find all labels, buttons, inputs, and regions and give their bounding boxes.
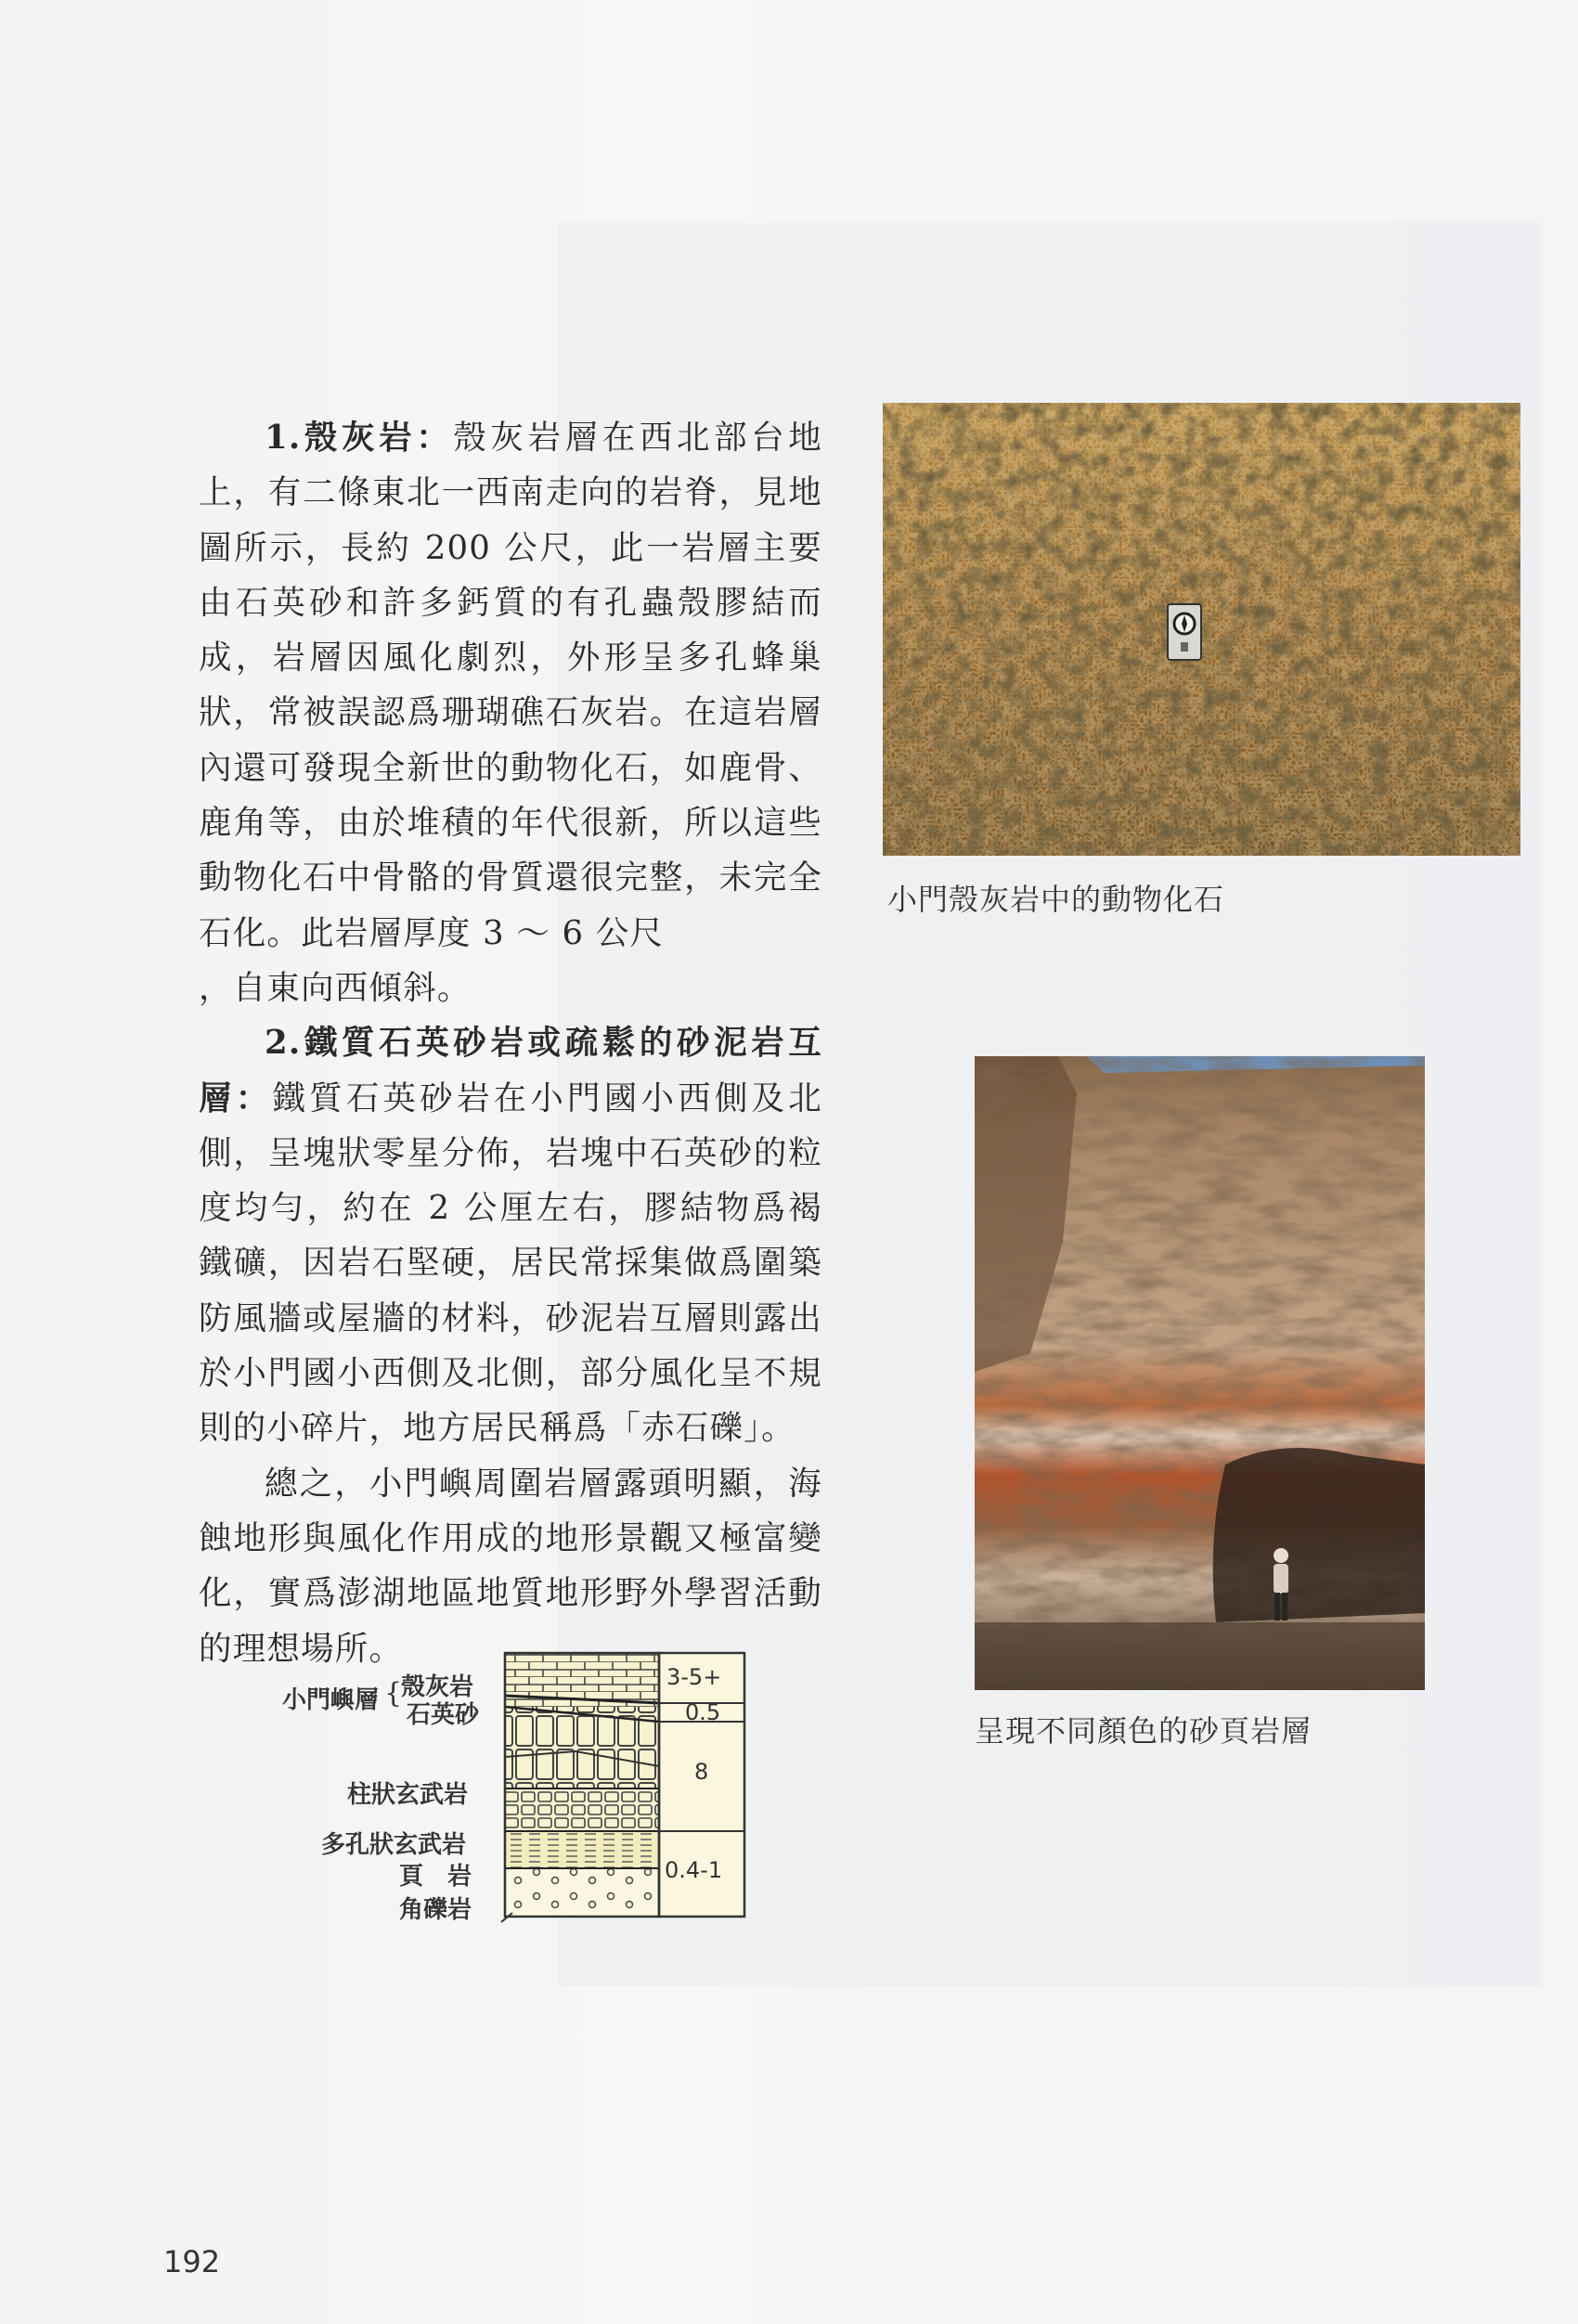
formation-brace: { bbox=[384, 1677, 403, 1710]
thickness-columnar-basalt: 8 bbox=[694, 1759, 709, 1785]
compass-icon bbox=[1168, 604, 1201, 660]
caption-photo-sandstone-cliff: 呈現不同顏色的砂頁岩層 bbox=[975, 1713, 1313, 1749]
label-shale: 頁 岩 bbox=[399, 1863, 472, 1891]
rock-texture-image bbox=[883, 403, 1520, 856]
label-columnar-basalt: 柱狀玄武岩 bbox=[347, 1781, 469, 1809]
text-shell-limestone: 殼灰岩層在西北部台地上，有二條東北一西南走向的岩脊，見地圖所示，長約 200 公尺，此一岩層主要由石英砂和許多鈣質的有孔蟲殼膠結而成，岩層因風化劇烈，外形呈多孔蜂巢狀，常被誤認爲珊瑚礁石灰岩。在這岩層內還可發現全新世的動物化石，如鹿骨、鹿角等，由於堆積的年代很新，所以這些動物化石中骨骼的骨質還很完整，未完全石化。此岩層厚度 3 ～ 6 公尺 bbox=[199, 419, 822, 952]
thickness-quartz-sand: 0.5 bbox=[685, 1699, 721, 1725]
heading-shell-limestone: 1.殼灰岩： bbox=[265, 419, 454, 457]
label-quartz-sand: 石英砂 bbox=[407, 1701, 480, 1729]
thickness-shell-limestone: 3-5+ bbox=[666, 1664, 722, 1690]
thickness-shale: 0.4-1 bbox=[665, 1857, 723, 1883]
caption-photo-shell-limestone: 小門殼灰岩中的動物化石 bbox=[887, 882, 1225, 917]
paragraph-iron-sandstone bbox=[199, 1015, 822, 1455]
label-breccia: 角礫岩 bbox=[399, 1896, 472, 1924]
heading-iron-sandstone: 2.鐵質石英砂岩或疏鬆的砂泥岩互層： bbox=[199, 1024, 822, 1117]
page-number: 192 bbox=[163, 2244, 221, 2279]
label-xiaomen-formation: 小門嶼層 bbox=[282, 1686, 380, 1714]
stratigraphic-column bbox=[269, 1647, 761, 1935]
label-vesicular-basalt: 多孔狀玄武岩 bbox=[321, 1831, 467, 1859]
paragraph-summary: 總之，小門嶼周圍岩層露頭明顯，海蝕地形與風化作用成的地形景觀又極富變化，實爲澎湖地區地質地形野外學習活動的理想場所。 bbox=[199, 1464, 822, 1668]
cliff-image bbox=[975, 1056, 1425, 1690]
label-shell-limestone: 殼灰岩 bbox=[401, 1673, 474, 1701]
article-body bbox=[199, 410, 822, 1676]
column-drawing bbox=[269, 1647, 761, 1935]
photo-shell-limestone bbox=[883, 403, 1520, 856]
photo-sandstone-cliff bbox=[975, 1056, 1425, 1690]
paragraph-shell-limestone-tail: ，自東向西傾斜。 bbox=[199, 968, 472, 1007]
text-iron-sandstone: 鐵質石英砂岩在小門國小西側及北側，呈塊狀零星分佈，岩塊中石英砂的粒度均勻，約在 2 公厘左右，膠結物爲褐鐵礦，因岩石堅硬，居民常採集做爲圍築防風牆或屋牆的材料，砂泥岩互層則露出於小門國小西側及北側，部分風化呈不規則的小碎片，地方居民稱爲「赤石礫」。 bbox=[199, 1078, 822, 1448]
paragraph-shell-limestone bbox=[199, 410, 822, 961]
